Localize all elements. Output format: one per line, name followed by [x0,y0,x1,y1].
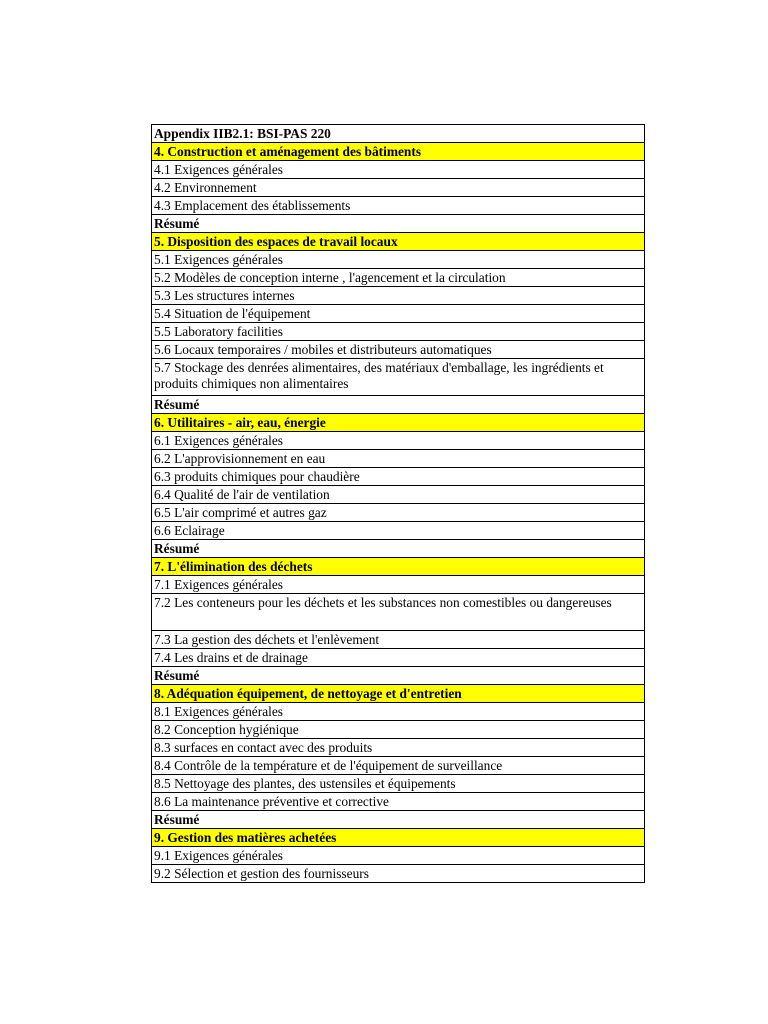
table-row [152,305,645,323]
table-row [152,269,645,287]
table-row [152,631,645,649]
item-label: 5.6 Locaux temporaires / mobiles et distributeurs automatiques [152,341,645,359]
table-row [152,197,645,215]
table-row [152,793,645,811]
summary-row [152,540,645,558]
table-row [152,504,645,522]
table-row [152,450,645,468]
table-title: Appendix IIB2.1: BSI-PAS 220 [152,125,645,143]
item-label: 8.4 Contrôle de la température et de l'équipement de surveillance [152,757,645,775]
table-row [152,775,645,793]
table-row [152,486,645,504]
item-label: 4.1 Exigences générales [152,161,645,179]
item-label: 6.6 Eclairage [152,522,645,540]
table-row [152,468,645,486]
section-header-row [152,685,645,703]
table-row [152,432,645,450]
table-row [152,179,645,197]
item-label: 7.2 Les conteneurs pour les déchets et les substances non comestibles ou dangereuses [152,594,645,631]
table-row [152,865,645,883]
section-title: 6. Utilitaires - air, eau, énergie [152,414,645,432]
summary-row [152,396,645,414]
table-row [152,649,645,667]
summary-row [152,811,645,829]
summary-label: Résumé [152,811,645,829]
section-header-row [152,558,645,576]
table-row [152,739,645,757]
section-header-row [152,829,645,847]
item-label: 9.1 Exigences générales [152,847,645,865]
item-label: 4.2 Environnement [152,179,645,197]
item-label: 4.3 Emplacement des établissements [152,197,645,215]
table-row [152,287,645,305]
item-label: 8.6 La maintenance préventive et corrective [152,793,645,811]
item-label: 7.1 Exigences générales [152,576,645,594]
table-row [152,251,645,269]
section-header-row [152,143,645,161]
summary-label: Résumé [152,667,645,685]
section-header-row [152,414,645,432]
item-label: 5.2 Modèles de conception interne , l'agencement et la circulation [152,269,645,287]
section-title: 4. Construction et aménagement des bâtiments [152,143,645,161]
summary-row [152,667,645,685]
table-row [152,359,645,396]
section-title: 5. Disposition des espaces de travail locaux [152,233,645,251]
item-label: 5.5 Laboratory facilities [152,323,645,341]
summary-label: Résumé [152,215,645,233]
section-title: 8. Adéquation équipement, de nettoyage et d'entretien [152,685,645,703]
section-title: 7. L'élimination des déchets [152,558,645,576]
item-label: 6.2 L'approvisionnement en eau [152,450,645,468]
table-row [152,522,645,540]
table-row [152,323,645,341]
item-label: 5.7 Stockage des denrées alimentaires, des matériaux d'emballage, les ingrédients et produits chimiques non alimentaires [152,359,645,396]
appendix-table [151,124,645,883]
item-label: 6.4 Qualité de l'air de ventilation [152,486,645,504]
item-label: 8.2 Conception hygiénique [152,721,645,739]
table-row [152,757,645,775]
table-row [152,161,645,179]
table-row [152,576,645,594]
summary-label: Résumé [152,540,645,558]
item-label: 5.1 Exigences générales [152,251,645,269]
table-row [152,721,645,739]
table-row [152,594,645,631]
summary-row [152,215,645,233]
item-label: 6.3 produits chimiques pour chaudière [152,468,645,486]
item-label: 8.3 surfaces en contact avec des produits [152,739,645,757]
table-row [152,703,645,721]
appendix-table-body [152,125,645,883]
item-label: 7.3 La gestion des déchets et l'enlèvement [152,631,645,649]
summary-label: Résumé [152,396,645,414]
item-label: 7.4 Les drains et de drainage [152,649,645,667]
item-label: 5.3 Les structures internes [152,287,645,305]
item-label: 8.1 Exigences générales [152,703,645,721]
table-row [152,847,645,865]
item-label: 6.5 L'air comprimé et autres gaz [152,504,645,522]
item-label: 6.1 Exigences générales [152,432,645,450]
section-title: 9. Gestion des matières achetées [152,829,645,847]
table-row [152,341,645,359]
item-label: 5.4 Situation de l'équipement [152,305,645,323]
table-title-row [152,125,645,143]
section-header-row [152,233,645,251]
item-label: 9.2 Sélection et gestion des fournisseurs [152,865,645,883]
item-label: 8.5 Nettoyage des plantes, des ustensiles et équipements [152,775,645,793]
